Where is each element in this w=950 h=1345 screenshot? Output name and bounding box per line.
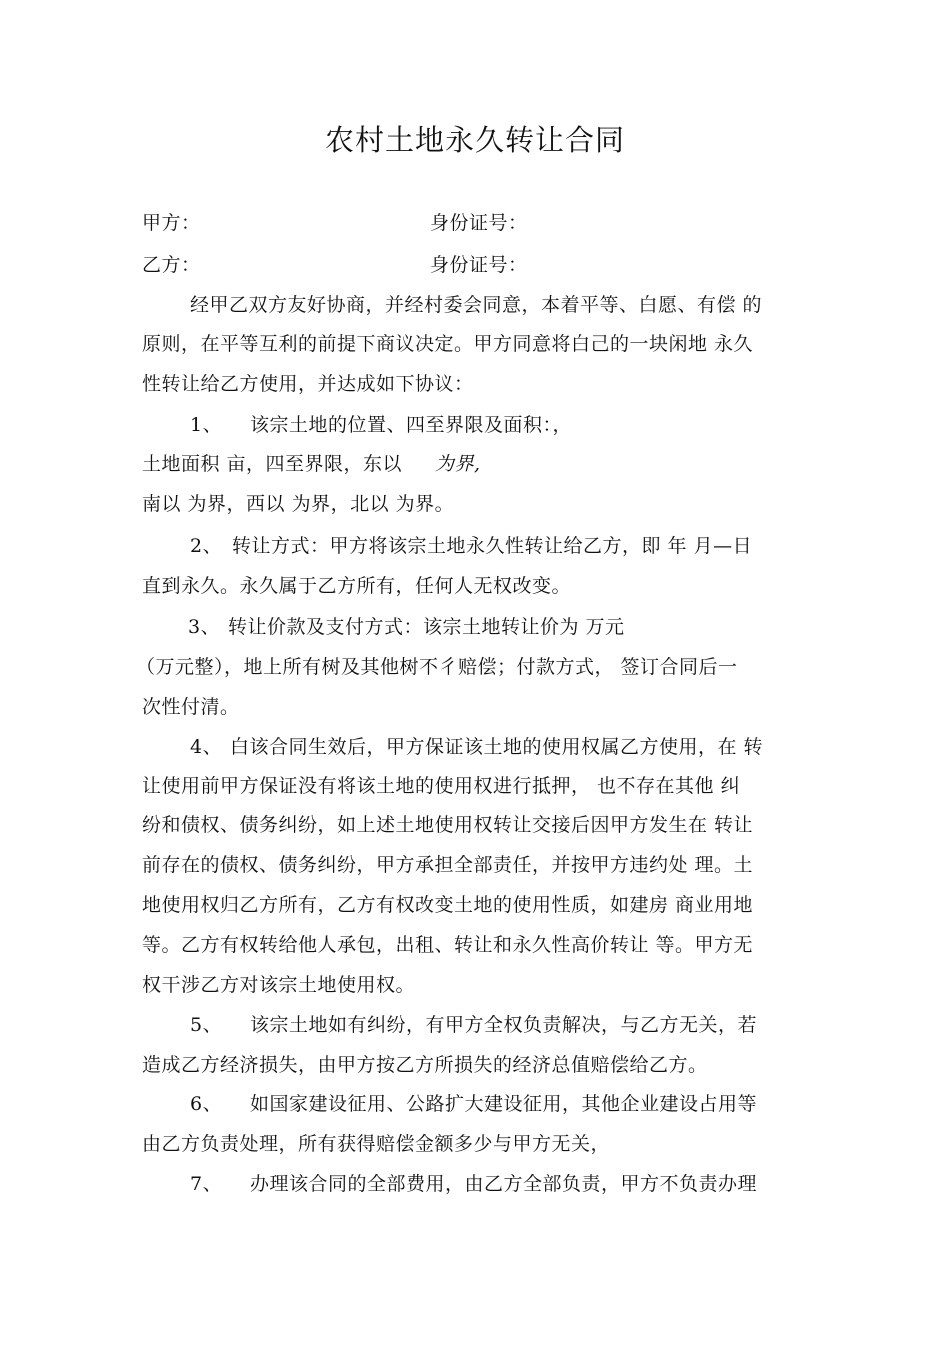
clause-3-number: 3、 xyxy=(188,616,221,638)
clause-5-number: 5、 xyxy=(190,1014,223,1036)
clause-4-line: 纷和债权、债务纠纷，如上述土地使用权转让交接后因甲方发生在 转让 xyxy=(142,814,754,836)
clause-2-line: 转让方式：甲方将该宗土地永久性转让给乙方，即 年 月—日 xyxy=(232,535,753,557)
clause-7-line: 办理该合同的全部费用，由乙方全部负责，甲方不负责办理 xyxy=(250,1173,758,1195)
clause-2-line: 直到永久。永久属于乙方所有，任何人无权改变。 xyxy=(142,575,572,597)
clause-6-line: 由乙方负责处理，所有获得赔偿金额多少与甲方无关， xyxy=(142,1133,611,1155)
intro-line: 性转让给乙方使用，并达成如下协议： xyxy=(142,373,474,395)
clause-6-number: 6、 xyxy=(190,1093,223,1115)
party-a-id-label: 身份证号： xyxy=(430,212,528,234)
party-b-id-label: 身份证号： xyxy=(430,254,528,276)
party-a-label: 甲方： xyxy=(142,212,201,234)
clause-4-line: 白该合同生效后，甲方保证该土地的使用权属乙方使用，在 转 xyxy=(230,736,764,758)
clause-6-line: 如国家建设征用、公路扩大建设征用，其他企业建设占用等 xyxy=(250,1093,758,1115)
clause-5-line: 造成乙方经济损失，由甲方按乙方所损失的经济总值赔偿给乙方。 xyxy=(142,1054,708,1076)
clause-3-line: 次性付清。 xyxy=(142,696,240,718)
intro-line: 经甲乙双方友好协商，并经村委会同意，本着平等、白愿、有偿 的 xyxy=(190,294,763,316)
party-b-label: 乙方： xyxy=(142,254,201,276)
clause-7-number: 7、 xyxy=(190,1173,223,1195)
clause-1-text: 该宗土地的位置、四至界限及面积：， xyxy=(250,414,573,436)
clause-4-number: 4、 xyxy=(190,736,223,758)
clause-1-east-boundary: 为界, xyxy=(435,453,481,475)
clause-3-line: 转让价款及支付方式：该宗土地转让价为 万元 xyxy=(228,616,625,638)
document-title: 农村土地永久转让合同 xyxy=(324,123,625,157)
clause-5-line: 该宗土地如有纠纷，有甲方全权负责解决，与乙方无关，若 xyxy=(250,1014,758,1036)
clause-4-line: 权干涉乙方对该宗土地使用权。 xyxy=(142,974,416,996)
intro-line: 原则，在平等互利的前提下商议决定。甲方同意将白己的一块闲地 永久 xyxy=(142,333,754,355)
clause-1-number: 1、 xyxy=(190,414,223,436)
clause-1-boundaries-line: 南以 为界，西以 为界，北以 为界。 xyxy=(142,493,455,515)
clause-4-line: 让使用前甲方保证没有将该土地的使用权进行抵押， 也不存在其他 纠 xyxy=(142,775,741,797)
clause-4-line: 地使用权归乙方所有，乙方有权改变土地的使用性质，如建房 商业用地 xyxy=(142,894,754,916)
clause-4-line: 前存在的债权、债务纠纷，甲方承担全部责任，并按甲方违约处 理。土 xyxy=(142,854,754,876)
clause-2-number: 2、 xyxy=(190,535,223,557)
clause-1-area-line: 土地面积 亩，四至界限，东以 xyxy=(142,453,403,475)
clause-3-line: （万元整），地上所有树及其他树不彳赔偿；付款方式， 签订合同后一 xyxy=(136,656,738,678)
clause-4-line: 等。乙方有权转给他人承包，出租、转让和永久性高价转让 等。甲方无 xyxy=(142,934,754,956)
